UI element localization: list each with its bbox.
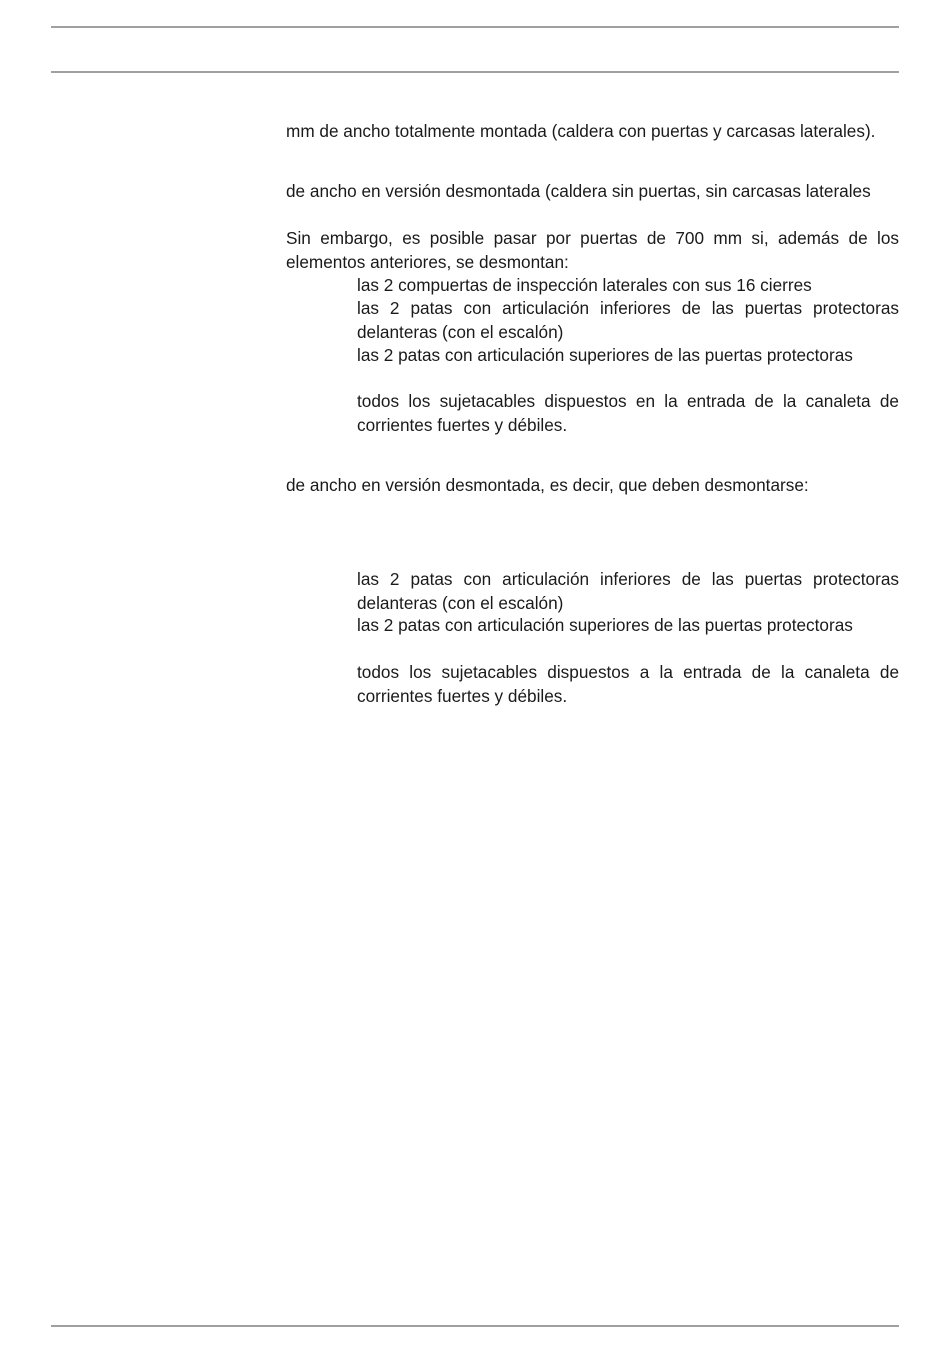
list-item: todos los sujetacables dispuestos en la entrada de la canaleta de corrientes fuertes y débiles. — [357, 391, 899, 435]
list-item: las 2 patas con articulación superiores de las puertas protectoras — [357, 615, 853, 635]
list-item: todos los sujetacables dispuestos a la entrada de la canaleta de corrientes fuertes y débiles. — [357, 662, 899, 706]
header-rule-top — [51, 26, 899, 28]
paragraph-assembled-width: mm de ancho totalmente montada (caldera con puertas y carcasas laterales). — [286, 121, 876, 141]
list-item: las 2 patas con articulación inferiores de las puertas protectoras delanteras (con el escalón) — [357, 298, 899, 342]
list-item: las 2 patas con articulación inferiores de las puertas protectoras delanteras (con el escalón) — [357, 569, 899, 613]
list-item: las 2 patas con articulación superiores de las puertas protectoras — [357, 345, 853, 365]
paragraph-700mm-doors: Sin embargo, es posible pasar por puertas de 700 mm si, además de los elementos anteriores, se desmontan: — [286, 228, 899, 272]
list-item: las 2 compuertas de inspección laterales con sus 16 cierres — [357, 275, 812, 295]
header-rule-bottom — [51, 71, 899, 73]
paragraph-disassembled-list-intro: de ancho en versión desmontada, es decir, que deben desmontarse: — [286, 475, 809, 495]
footer-rule — [51, 1325, 899, 1327]
paragraph-disassembled-width: de ancho en versión desmontada (caldera sin puertas, sin carcasas laterales — [286, 181, 871, 201]
